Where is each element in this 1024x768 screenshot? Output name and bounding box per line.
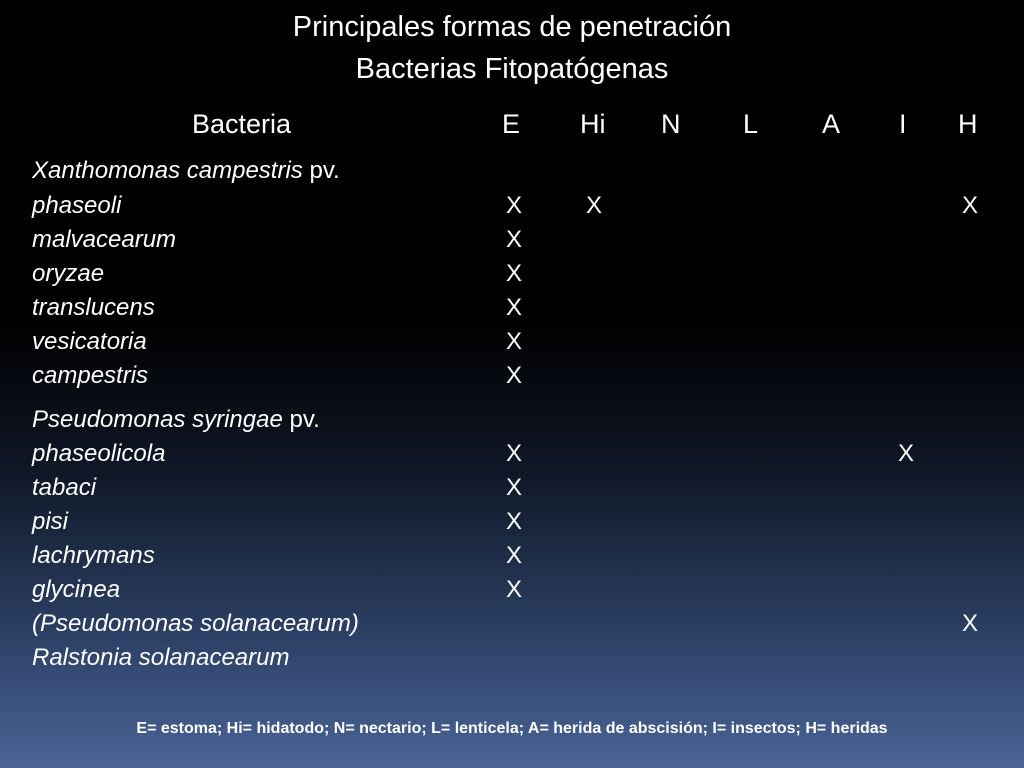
bacteria-name-text: phaseolicola <box>32 440 166 467</box>
bacteria-name-text: malvacearum <box>32 226 177 253</box>
table-row <box>0 437 1024 471</box>
table-row <box>0 325 1024 359</box>
penetration-mark-h: X <box>961 192 978 219</box>
bacteria-name <box>32 437 165 471</box>
penetration-mark-e: X <box>505 226 522 253</box>
pathovar-suffix-text: pv. <box>309 157 340 184</box>
bacteria-name <box>32 539 155 573</box>
bacteria-name-text: Xanthomonas campestris <box>32 157 303 184</box>
pathovar-suffix <box>283 406 320 433</box>
legend-footnote: E= estoma; Hi= hidatodo; N= nectario; L= lenticela; A= herida de abscisión; I= insectos; H= heridas <box>136 720 888 737</box>
bacteria-name <box>32 325 147 359</box>
penetration-mark-i: X <box>897 440 914 467</box>
bacteria-name <box>32 471 96 505</box>
penetration-mark-hi: X <box>585 192 602 219</box>
bacteria-name-text: Pseudomonas syringae <box>32 406 283 433</box>
table-row <box>0 607 1024 641</box>
penetration-mark-h: X <box>961 610 978 637</box>
bacteria-name-text: oryzae <box>32 260 105 287</box>
column-header-h: H <box>958 109 978 139</box>
bacteria-name <box>32 223 176 257</box>
slide-title-line-2: Bacterias Fitopatógenas <box>355 53 669 85</box>
bacteria-name <box>32 291 155 325</box>
bacteria-name-text: lachrymans <box>32 542 155 569</box>
penetration-mark-e: X <box>505 440 522 467</box>
column-header-bacteria: Bacteria <box>192 109 292 139</box>
bacteria-name <box>32 607 359 641</box>
column-header-e: E <box>502 109 521 139</box>
bacteria-name <box>32 154 340 188</box>
column-header-hi: Hi <box>580 109 606 139</box>
column-header-a: A <box>822 109 841 139</box>
table-row <box>0 539 1024 573</box>
penetration-mark-e: X <box>505 576 522 603</box>
penetration-mark-e: X <box>505 328 522 355</box>
column-header-i: I <box>899 109 907 139</box>
penetration-mark-e: X <box>505 362 522 389</box>
bacteria-name-text: glycinea <box>32 576 121 603</box>
bacteria-name <box>32 257 104 291</box>
table-row <box>0 573 1024 607</box>
column-header-n: N <box>661 109 681 139</box>
table-row <box>0 359 1024 393</box>
table-row <box>0 257 1024 291</box>
bacteria-name-text: campestris <box>32 362 149 389</box>
bacteria-name-text: translucens <box>32 294 155 321</box>
column-header-l: L <box>743 109 759 139</box>
table-row <box>0 505 1024 539</box>
bacteria-name <box>32 403 320 437</box>
bacteria-name <box>32 505 68 539</box>
penetration-mark-e: X <box>505 474 522 501</box>
penetration-mark-e: X <box>505 192 522 219</box>
bacteria-name-text: (Pseudomonas solanacearum) <box>32 610 359 637</box>
table-row <box>0 641 1024 675</box>
table-row <box>0 189 1024 223</box>
table-row <box>0 154 1024 188</box>
bacteria-name-text: tabaci <box>32 474 97 501</box>
penetration-mark-e: X <box>505 508 522 535</box>
table-row <box>0 291 1024 325</box>
bacteria-name-text: vesicatoria <box>32 328 147 355</box>
bacteria-name-text: Ralstonia solanacearum <box>32 644 290 671</box>
bacteria-name <box>32 359 148 393</box>
table-row <box>0 223 1024 257</box>
bacteria-name-text: phaseoli <box>32 192 122 219</box>
penetration-mark-e: X <box>505 542 522 569</box>
pathovar-suffix-text: pv. <box>289 406 320 433</box>
table-row <box>0 471 1024 505</box>
table-row <box>0 403 1024 437</box>
bacteria-name-text: pisi <box>32 508 69 535</box>
penetration-mark-e: X <box>505 260 522 287</box>
bacteria-name <box>32 641 289 675</box>
penetration-mark-e: X <box>505 294 522 321</box>
pathovar-suffix <box>303 157 340 184</box>
bacteria-name <box>32 189 121 223</box>
bacteria-name <box>32 573 120 607</box>
slide-title-line-1: Principales formas de penetración <box>292 11 732 43</box>
